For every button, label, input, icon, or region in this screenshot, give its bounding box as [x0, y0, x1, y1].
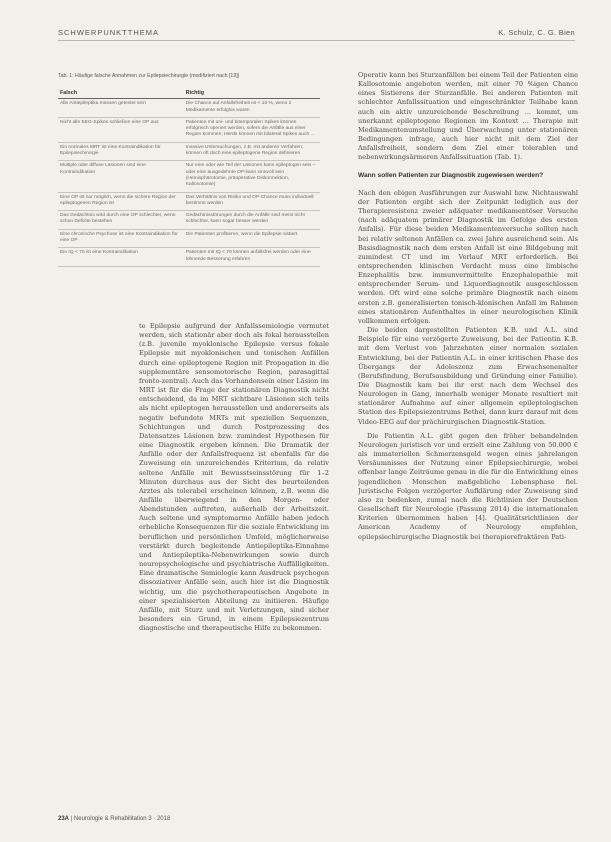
body-paragraph: Operativ kann bei Sturzanfällen bei einem Teil der Patienten eine Kallosotomie angeboten werden, mit einer 70 %igen Chance eines Sistierens der Sturzanfälle. Bei anderen Patienten mit schlechter Anfallssituation und eingeschränkter Teilhabe kann auch ein aktiv unzureichende Beschreibung ... kommt, um unerkannt epileptogene Regionen im Kontext ... Therapie mit Medikamentenumstellung und Überwachung unter stationären Bedingungen infrage, auch hier nicht mit dem Ziel der Anfallsfreiheit, sondern dem Ziel einer tolerablen und nebenwirkungsärmeren Anfallssituation (Tab. 1).: [358, 71, 578, 162]
header-rule: [58, 40, 575, 41]
column-header-richtig: Richtig: [184, 88, 320, 99]
table-header-row: [58, 88, 320, 99]
table-cell-falsch: Multiple oder diffuse Läsionen sind eine Kontraindikation: [58, 161, 184, 192]
misconceptions-table: [58, 88, 320, 267]
table-cell-richtig: Die Patienten profitieren, wenn die Epilepsie sistiert: [184, 229, 320, 248]
table-cell-richtig: Nur eine oder wie Teil der Läsionen kann epileptogen sein – oder eine ausgedehnte OP kann sinnvoll sein (Hemisphärotomie, präoperative Diskonnektion, Kallosotomie): [184, 161, 320, 192]
table-row: [58, 142, 320, 161]
journal-name: Neurologie & Rehabilitation 3 · 2018: [73, 816, 171, 822]
table-row: [58, 99, 320, 118]
table-cell-falsch: Ein normales MRT ist eine Kontraindikation für Epilepsiechirurgie: [58, 142, 184, 161]
section-header: SCHWERPUNKTTHEMA: [58, 28, 160, 37]
table-cell-falsch: Eine OP ist nur möglich, wenn die sichere Region der epileptogenen Region ist: [58, 192, 184, 211]
author-header: K. Schulz, C. G. Bien: [498, 28, 575, 37]
body-paragraph: te Epilepsie aufgrund der Anfallssemiologie vermutet werden, sich stationär aber doch als fokal herausstellen (z.B. juvenile myoklonische Epilepsie versus fokale Epilepsie mit myoklonischen und tonischen Anfällen durch eine epileptogene Region mit Propagation in die supplementäre sensomotorische Region, parasagittal fronto-zentral). Auch das Vorhandensein einer Läsion im MRT ist für die Frage der stationären Diagnostik nicht entscheidend, da im MRT sichtbare Läsionen sich teils als nicht epileptogen herausstellen und andererseits als negativ befundete MRTs mit speziellen Sequenzen, Schichtungen und durch Postprozessing des Datensatzes Läsionen bzw. zumindest Hypothesen für eine Diagnostik ergeben können. Die Dramatik der Anfälle oder der Anfallsfrequenz ist ebenfalls für die Zuweisung ein unzureichendes Kriterium, da relativ seltene Anfälle mit Bewusstseinsstörung für 1–2 Minuten durchaus aus der Sicht des beurteilenden Arztes als tolerabel erscheinen können, z.B. wenn die Anfälle überwiegend in den Morgen- oder Abendstunden auftreten, außerhalb der Arbeitszeit. Auch seltene und symptomarme Anfälle haben jedoch erhebliche Konsequenzen für die soziale Entwicklung im beruflichen und persönlichen Umfeld, möglicherweise verstärkt durch begleitende Antiepileptika-Einnahme und Antiepileptika-Nebenwirkungen sowie durch neuropsychologische und psychiatrische Auffälligkeiten. Eine dramatische Semiologie kann Ausdruck psychogen dissoziativer Anfälle sein, auch hier ist die Diagnostik wichtig, um die psychotherapeutischen Angebote in einer spezialisierten Abteilung zu initiieren. Häufige Anfälle, mit Sturz und mit Verletzungen, sind sicher besonders ein Grund, in einem Epilepsiezentrum diagnostische und therapeutische Hilfe zu bekommen.: [139, 322, 329, 633]
page-number: 23A: [58, 816, 70, 822]
table-cell-richtig: Patienten mit uni- und bitemporalen Spikes können erfolgreich operiert werden, sofern die Anfälle aus einer Region kommen; Herde können mit bilateral Spikes auch ...: [184, 117, 320, 142]
table-cell-richtig: Patienten mit IQ < 70 können anfallsfrei werden oder eine lohnende Besserung erfahren: [184, 248, 320, 267]
table-title: Tab. 1: Häufige falsche Annahmen zur Epilepsiechirurgie (modifiziert nach [19]): [58, 73, 240, 79]
table-row: [58, 229, 320, 248]
footer-separator: |: [70, 816, 74, 822]
table-row: [58, 192, 320, 211]
page-footer: [58, 816, 170, 822]
table-cell-falsch: Das Gedächtnis wird durch eine OP schlechter, wenn schon Defizite bestehen: [58, 211, 184, 230]
table-cell-falsch: Eine chronische Psychose ist eine Kontraindikation für eine OP: [58, 229, 184, 248]
body-paragraph: Die beiden dargestellten Patienten K.B. und A.L. sind Beispiele für eine verzögerte Zuweisung, bei der Patientin K.B. mit dem Verlust von Jahrzehnten einer normalen sozialen Entwicklung, bei der Patientin A.L. in einer kritischen Phase des Übergangs der Adoleszenz zum Erwachsenenalter (Berufsfindung, Berufsausbildung und Gründung einer Familie). Die Diagnostik kam bei ihr erst nach dem Wechsel des Neurologen in Gang, innerhalb weniger Monate resultiert mit stationärer Aufnahme auf einer allgemein epileptologischen Station des Epilepsiezentrums Bethel, dann kurz darauf mit dem Video-EEG auf der prächirurgischen Diagnostik-Station.: [358, 326, 578, 426]
table-cell-richtig: Die Chance auf Anfallsfreiheit ist < 10 %, wenn 2 Medikamente erfolglos waren: [184, 99, 320, 118]
left-text-column: [139, 322, 329, 807]
table-cell-falsch: Alle Antiepileptika müssen getestet sein: [58, 99, 184, 118]
body-paragraph: Die Patientin A.L. gibt gegen den früher behandelnden Neurologen juristisch vor und erzielt eine Zahlung von 50.000 € als immateriellen Schmerzensgeld wegen eines jahrelangen Versäumnisses der Nutzung einer Epilepsiechirurgie, wobei offenbar lange Zeiträume genau in die für die Entwicklung eines jugendlichen Menschen maßgebliche Lebensphase fiel. Juristische Folgen verzögerter Aufklärung oder Zuweisung sind also zu bedenken, zumal nach die Richtlinien der Deutschen Gesellschaft für Neurologie (Passung 2014) die internationalen Kriterien übernommen haben [4]. Qualitätsrichtlinien der American Academy of Neurology empfehlen, epilepsiechirurgische Diagnostik bei therapierefraktären Pati-: [358, 431, 578, 541]
table-cell-richtig: Das Verhältnis von Risiko und OP-Chance muss individuell bestimmt werden: [184, 192, 320, 211]
table-cell-falsch: Nicht alle EEG-Spikes schließen eine OP aus: [58, 117, 184, 142]
column-header-falsch: Falsch: [58, 88, 184, 99]
table-cell-richtig: Gedächtnisstörungen durch die Anfälle sind meist nicht schlechter, kann sogar besser werden: [184, 211, 320, 230]
right-text-column: [358, 71, 578, 811]
table-row: [58, 248, 320, 267]
table-row: [58, 161, 320, 192]
table-cell-falsch: Ein IQ < 70 ist eine Kontraindikation: [58, 248, 184, 267]
table-row: [58, 211, 320, 230]
body-paragraph: Nach den obigen Ausführungen zur Auswahl bzw. Nichtauswahl der Patienten ergibt sich der Zeitpunkt lediglich aus der Therapieresistenz zweier adäquater medikamentöser Versuche (nach adäquatem primärer Diagnostik im Gefolge des ersten Anfalls). Für diese beiden Medikamentenversuche sollten nach bei relativ seltenen Anfällen ca. zwei Jahre ausreichend sein. Als Basisdiagnostik nach dem ersten Anfall ist eine Bildgebung mit zumindest CT und im Verlauf MRT erforderlich. Bei entsprechenden klinischen Verdacht muss eine limbische Enzephalitis bzw. immunvermittelte Enzephalopathie mit entsprechender Serum- und Liquordiagnostik ausgeschlossen werden. Oft wird eine solche primäre Diagnostik nach einem ersten z.B. generalisierten tonisch-klonischen Anfall im Rahmen eines stationären Aufenthaltes in einer neurologischen Klinik vollkommen erfolgen.: [358, 188, 578, 325]
table-row: [58, 117, 320, 142]
subheading: Wann sollen Patienten zur Diagnostik zugewiesen werden?: [358, 171, 544, 179]
table-cell-richtig: Invasive Untersuchungen, z.B. mit anderen Verfahren, können oft doch eine epileptogene Region definieren: [184, 142, 320, 161]
